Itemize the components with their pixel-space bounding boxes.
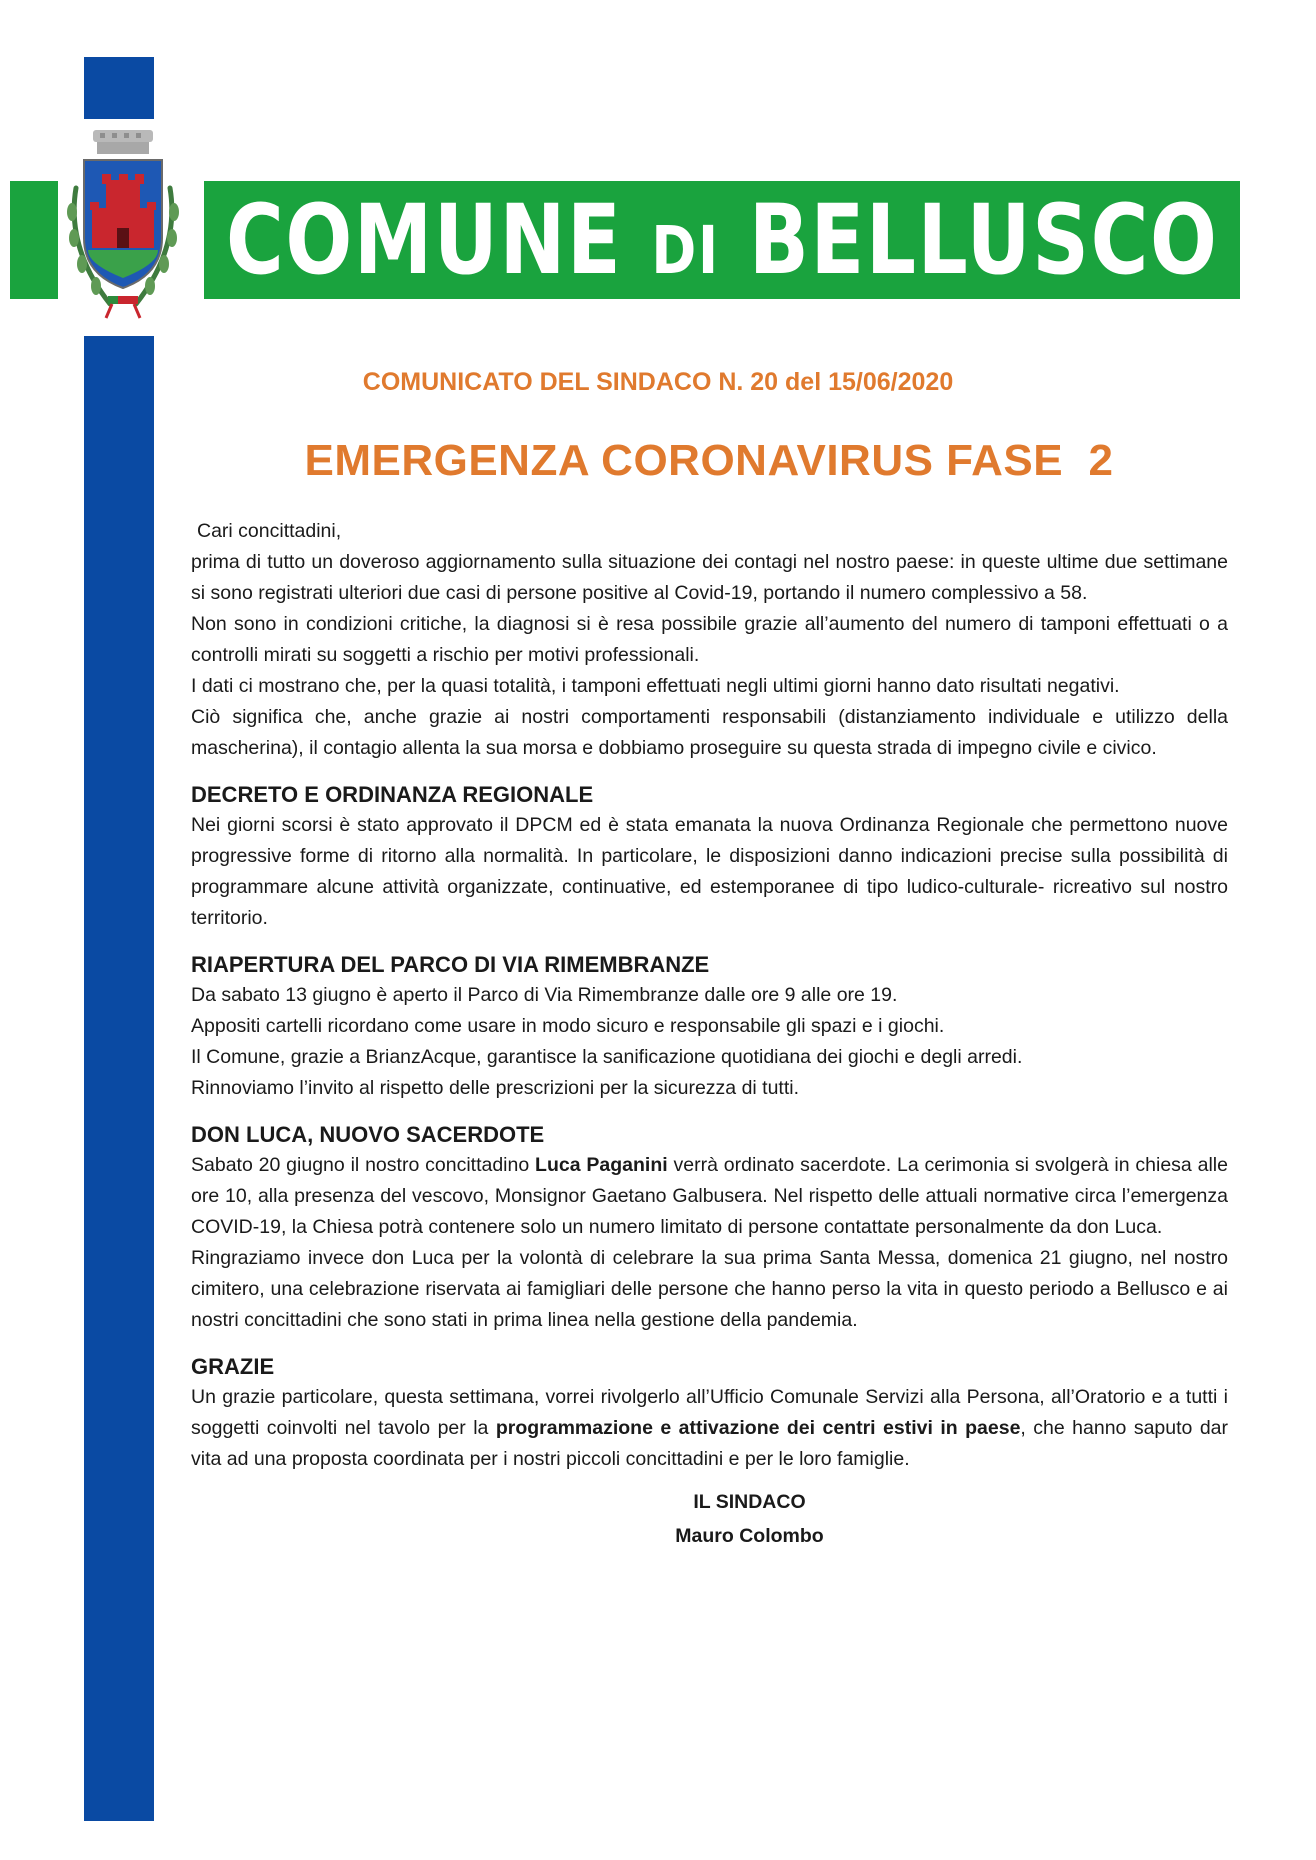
communique-kicker: COMUNICATO DEL SINDACO N. 20 del 15/06/2020 xyxy=(362,368,954,396)
salutation: Cari concittadini, xyxy=(197,520,342,542)
grazie-text-a: Un grazie particolare, questa settimana, vorrei rivolgerlo all’Ufficio Comunale Servizi alla Persona, all’Oratorio e a tutti i soggetti coinvolti nel tavolo per la xyxy=(191,1386,1228,1439)
section-heading-decreto: DECRETO E ORDINANZA REGIONALE xyxy=(191,782,594,807)
grazie-bold: programmazione e attivazione dei centri estivi in paese xyxy=(495,1417,1021,1439)
donluca-text-a: Sabato 20 giugno il nostro concittadino xyxy=(191,1154,536,1176)
donluca-paragraph-1 xyxy=(191,1150,1228,1243)
signature-block xyxy=(191,1485,1228,1553)
banner-title xyxy=(225,184,1219,296)
donluca-paragraph-2: Ringraziamo invece don Luca per la volontà di celebrare la sua prima Santa Messa, domenica 21 giugno, nel nostro cimitero, una celebrazione riservata ai famigliari delle persone che hanno perso la vita in questo periodo a Bellusco e ai nostri concittadini che sono stati in prima linea nella gestione della pandemia. xyxy=(191,1247,1228,1331)
grazie-paragraph xyxy=(191,1382,1228,1475)
coat-of-arms-icon xyxy=(62,128,184,320)
banner-comune: COMUNE xyxy=(225,184,623,296)
intro-paragraph-2: Non sono in condizioni critiche, la diagnosi si è resa possibile grazie all’aumento del numero di tamponi effettuati o a controlli mirati su soggetti a rischio per motivi professionali. xyxy=(191,613,1228,666)
intro-paragraph-1: prima di tutto un doveroso aggiornamento sulla situazione dei contagi nel nostro paese: in queste ultime due settimane si sono registrati ulteriori due casi di persone positive al Covid-19, portando il numero complessivo a 58. xyxy=(191,551,1228,604)
signature-role: IL SINDACO xyxy=(693,1491,806,1513)
banner-di: DI xyxy=(651,212,720,289)
header-blue-block xyxy=(84,57,154,119)
donluca-name-bold: Luca Paganini xyxy=(535,1154,668,1176)
decreto-paragraph: Nei giorni scorsi è stato approvato il DPCM ed è stata emanata la nuova Ordinanza Regionale che permettono nuove progressive forme di ritorno alla normalità. In particolare, le disposizioni danno indicazioni precise sulla possibilità di programmare alcune attività organizzate, continuative, ed estemporanee di tipo ludico-culturale- ricreativo sul nostro territorio. xyxy=(191,814,1228,929)
donluca-text-b: verrà ordinato sacerdote. La cerimonia si svolgerà in chiesa alle ore 10, alla presenza del vescovo, Monsignor Gaetano Galbusera. Nel rispetto delle attuali normative circa l’emergenza COVID-19, la Chiesa potrà contenere solo un numero limitato di persone contattate personalmente da don Luca. xyxy=(191,1154,1228,1238)
letter-body xyxy=(191,516,1228,1553)
section-heading-grazie: GRAZIE xyxy=(191,1354,275,1379)
left-blue-bar xyxy=(84,336,154,1821)
intro-paragraph-3: I dati ci mostrano che, per la quasi totalità, i tamponi effettuati negli ultimi giorni hanno dato risultati negativi. xyxy=(191,675,1120,697)
section-heading-parco: RIAPERTURA DEL PARCO DI VIA RIMEMBRANZE xyxy=(191,952,710,977)
page-title: EMERGENZA CORONAVIRUS FASE 2 xyxy=(304,436,1114,485)
parco-line-2: Appositi cartelli ricordano come usare in modo sicuro e responsabile gli spazi e i giochi. xyxy=(191,1015,945,1037)
banner-town: BELLUSCO xyxy=(748,184,1219,296)
parco-line-1: Da sabato 13 giugno è aperto il Parco di Via Rimembranze dalle ore 9 alle ore 19. xyxy=(191,984,898,1006)
parco-line-4: Rinnoviamo l’invito al rispetto delle prescrizioni per la sicurezza di tutti. xyxy=(191,1077,800,1099)
intro-paragraph-4: Ciò significa che, anche grazie ai nostri comportamenti responsabili (distanziamento individuale e utilizzo della mascherina), il contagio allenta la sua morsa e dobbiamo proseguire su questa strada di impegno civile e civico. xyxy=(191,706,1228,759)
signature-name: Mauro Colombo xyxy=(675,1525,824,1547)
grazie-text-b: , che hanno saputo dar vita ad una proposta coordinata per i nostri piccoli concittadini e per le loro famiglie. xyxy=(191,1417,1229,1470)
header-banner xyxy=(204,181,1240,299)
header-green-stub xyxy=(10,181,58,299)
section-heading-donluca: DON LUCA, NUOVO SACERDOTE xyxy=(191,1122,545,1147)
parco-line-3: Il Comune, grazie a BrianzAcque, garantisce la sanificazione quotidiana dei giochi e degli arredi. xyxy=(191,1046,1023,1068)
